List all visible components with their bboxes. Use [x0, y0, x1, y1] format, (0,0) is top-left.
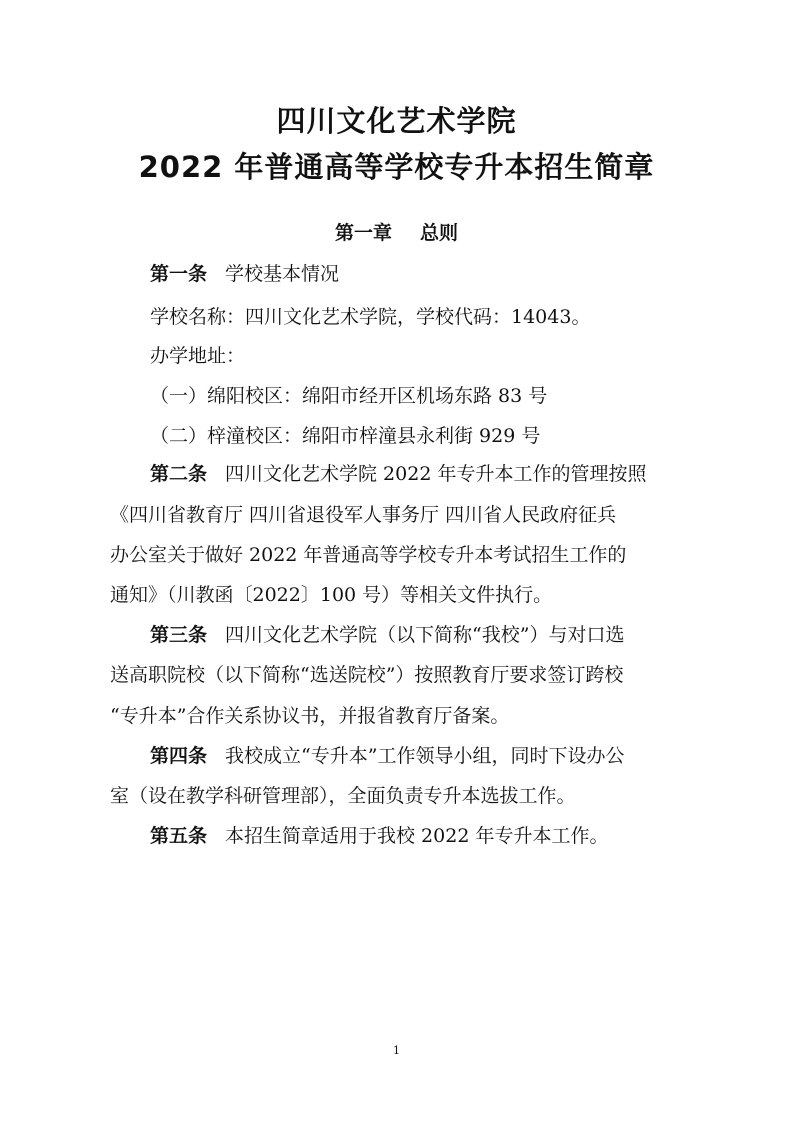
article-3-label: 第三条 — [150, 624, 208, 646]
article-1-label: 第一条 — [150, 263, 208, 285]
article-4-label: 第四条 — [150, 745, 208, 767]
article-2-label: 第二条 — [150, 463, 208, 485]
article-2-text-1: 四川文化艺术学院 2022 年专升本工作的管理按照 — [225, 463, 647, 485]
page-number: 1 — [393, 1044, 400, 1057]
article-3-line-3: “专升本”合作关系协议书，并报省教育厅备案。 — [110, 705, 510, 727]
school-name-line: 学校名称：四川文化艺术学院，学校代码：14043。 — [150, 306, 591, 328]
article-4-text-1: 我校成立“专升本”工作领导小组，同时下设办公 — [225, 745, 625, 767]
document-title-school: 四川文化艺术学院 — [276, 104, 517, 138]
article-3-line-2: 送高职院校（以下简称“选送院校”）按照教育厅要求签订跨校 — [110, 664, 624, 686]
article-2-line-3: 办公室关于做好 2022 年普通高等学校专升本考试招生工作的 — [110, 544, 627, 566]
article-2-line-4: 通知》（川教函〔2022〕100 号）等相关文件执行。 — [110, 584, 553, 606]
article-5-label: 第五条 — [150, 825, 208, 847]
document-title-brochure: 2022 年普通高等学校专升本招生简章 — [138, 150, 655, 184]
article-2-line-2: 《四川省教育厅 四川省退役军人事务厅 四川省人民政府征兵 — [110, 504, 617, 526]
article-1-heading — [150, 262, 339, 286]
article-2-line-1 — [150, 462, 646, 486]
article-5-line-1 — [150, 824, 608, 848]
article-4-line-1 — [150, 744, 624, 768]
campus-zitong: （二）梓潼校区：绵阳市梓潼县永利街 929 号 — [150, 425, 541, 447]
address-heading: 办学地址： — [150, 345, 246, 367]
campus-mianyang: （一）绵阳校区：绵阳市经开区机场东路 83 号 — [150, 385, 548, 407]
article-3-line-1 — [150, 623, 624, 647]
article-4-line-2: 室（设在教学科研管理部），全面负责专升本选拔工作。 — [110, 785, 576, 807]
article-5-text-1: 本招生简章适用于我校 2022 年专升本工作。 — [225, 825, 609, 847]
chapter-number: 第一章 — [334, 222, 392, 244]
article-3-text-1: 四川文化艺术学院（以下简称“我校”）与对口选 — [225, 624, 625, 646]
article-1-heading-text: 学校基本情况 — [225, 263, 340, 285]
chapter-name: 总则 — [420, 222, 459, 244]
chapter-heading — [0, 218, 793, 245]
